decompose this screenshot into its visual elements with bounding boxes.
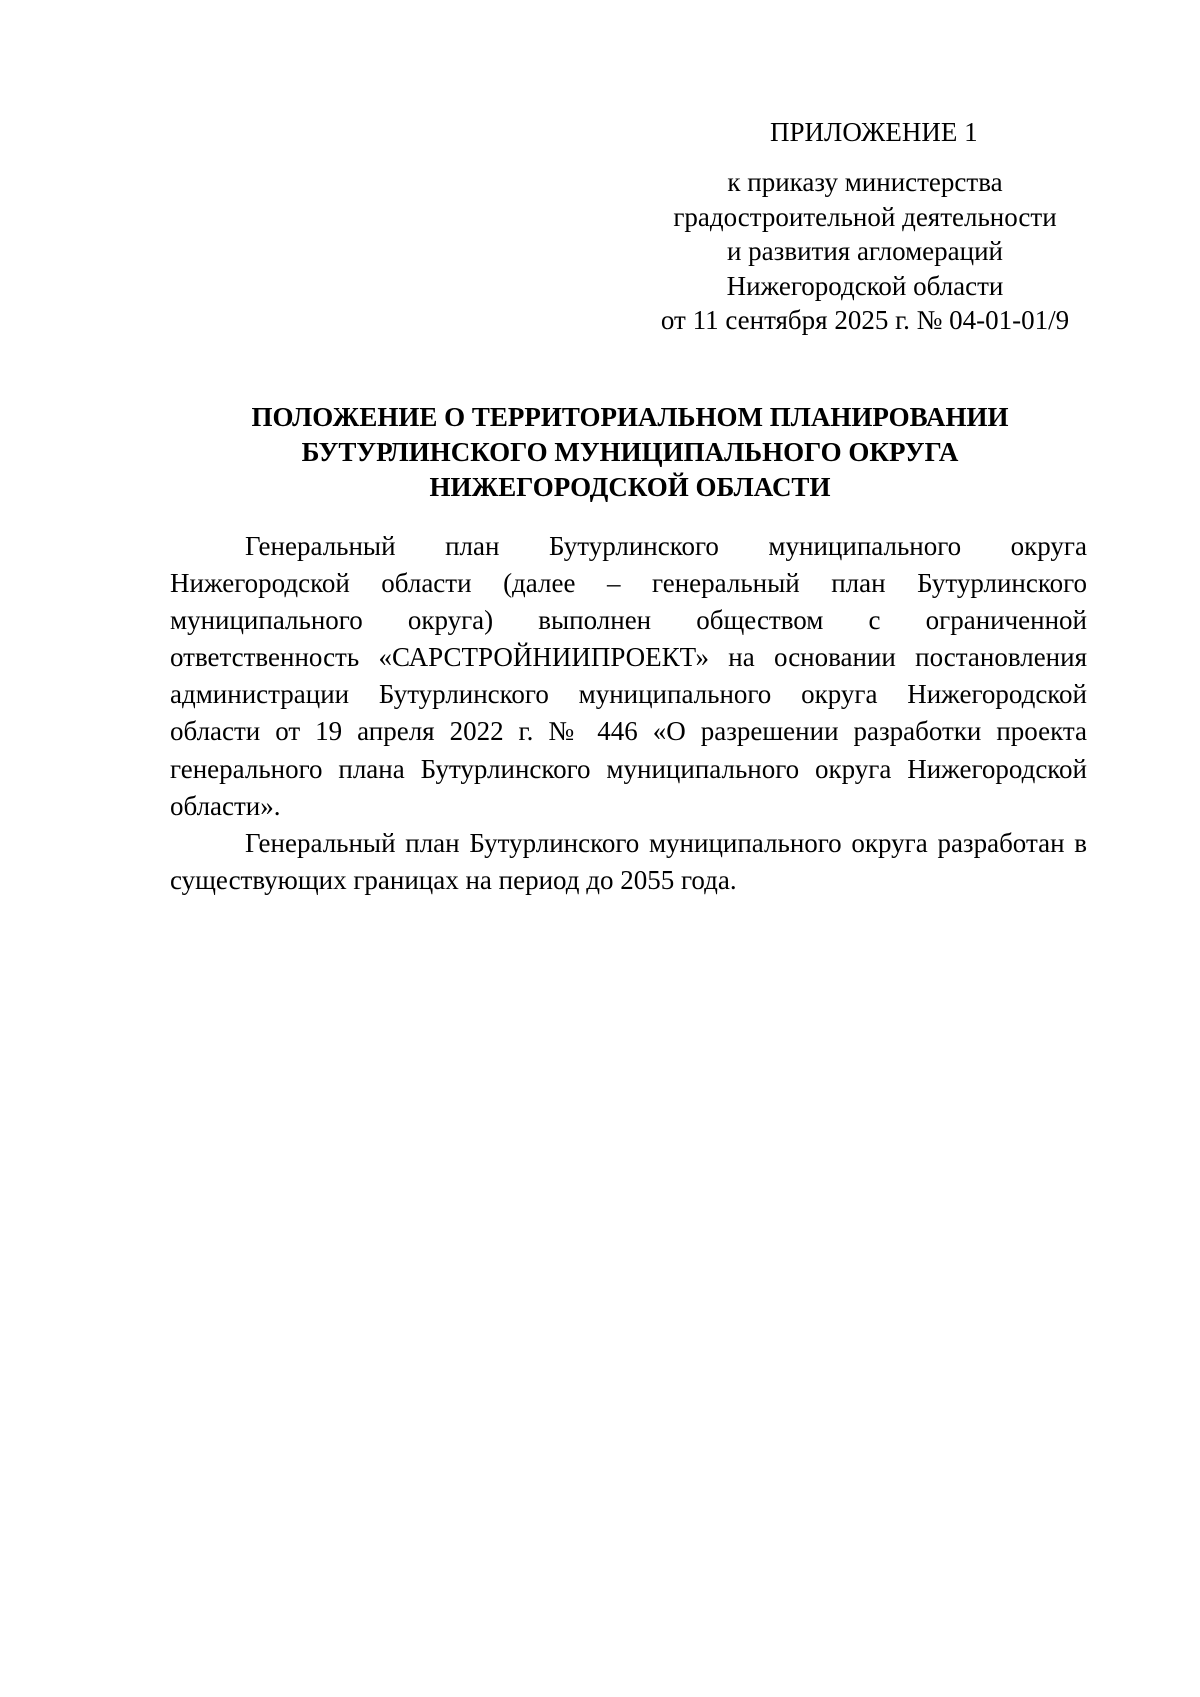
heading-line: ПОЛОЖЕНИЕ О ТЕРРИТОРИАЛЬНОМ ПЛАНИРОВАНИИ (251, 402, 1009, 432)
document-body (170, 528, 1087, 899)
heading-line: НИЖЕГОРОДСКОЙ ОБЛАСТИ (429, 472, 831, 502)
order-line: Нижегородской области (726, 270, 1004, 301)
heading-line: БУТУРЛИНСКОГО МУНИЦИПАЛЬНОГО ОКРУГА (301, 437, 959, 467)
order-line: градостроительной деятельности (673, 201, 1057, 232)
order-line: и развития агломераций (726, 236, 1003, 266)
order-date-number: от 11 сентября 2025 г. № 04-01-01/9 (660, 305, 1070, 335)
order-reference-block (630, 165, 1100, 338)
body-paragraph: Генеральный план Бутурлинского муниципального округа Нижегородской области (далее – генеральный план Бутурлинского муниципального округа) выполнен обществом с ограниченной ответственность «САРСТРОЙНИИПРОЕКТ» на основании постановления администрации Бутурлинского муниципального округа Нижегородской области от 19 апреля 2022 г. № 446 «О разрешении разработки проекта генерального плана Бутурлинского муниципального округа Нижегородской области». (170, 531, 1087, 821)
order-line: к приказу министерства (727, 167, 1003, 197)
body-paragraph: Генеральный план Бутурлинского муниципального округа разработан в существующих границах на период до 2055 года. (170, 827, 1087, 895)
appendix-title: ПРИЛОЖЕНИЕ 1 (770, 117, 978, 147)
document-heading (170, 400, 1090, 505)
